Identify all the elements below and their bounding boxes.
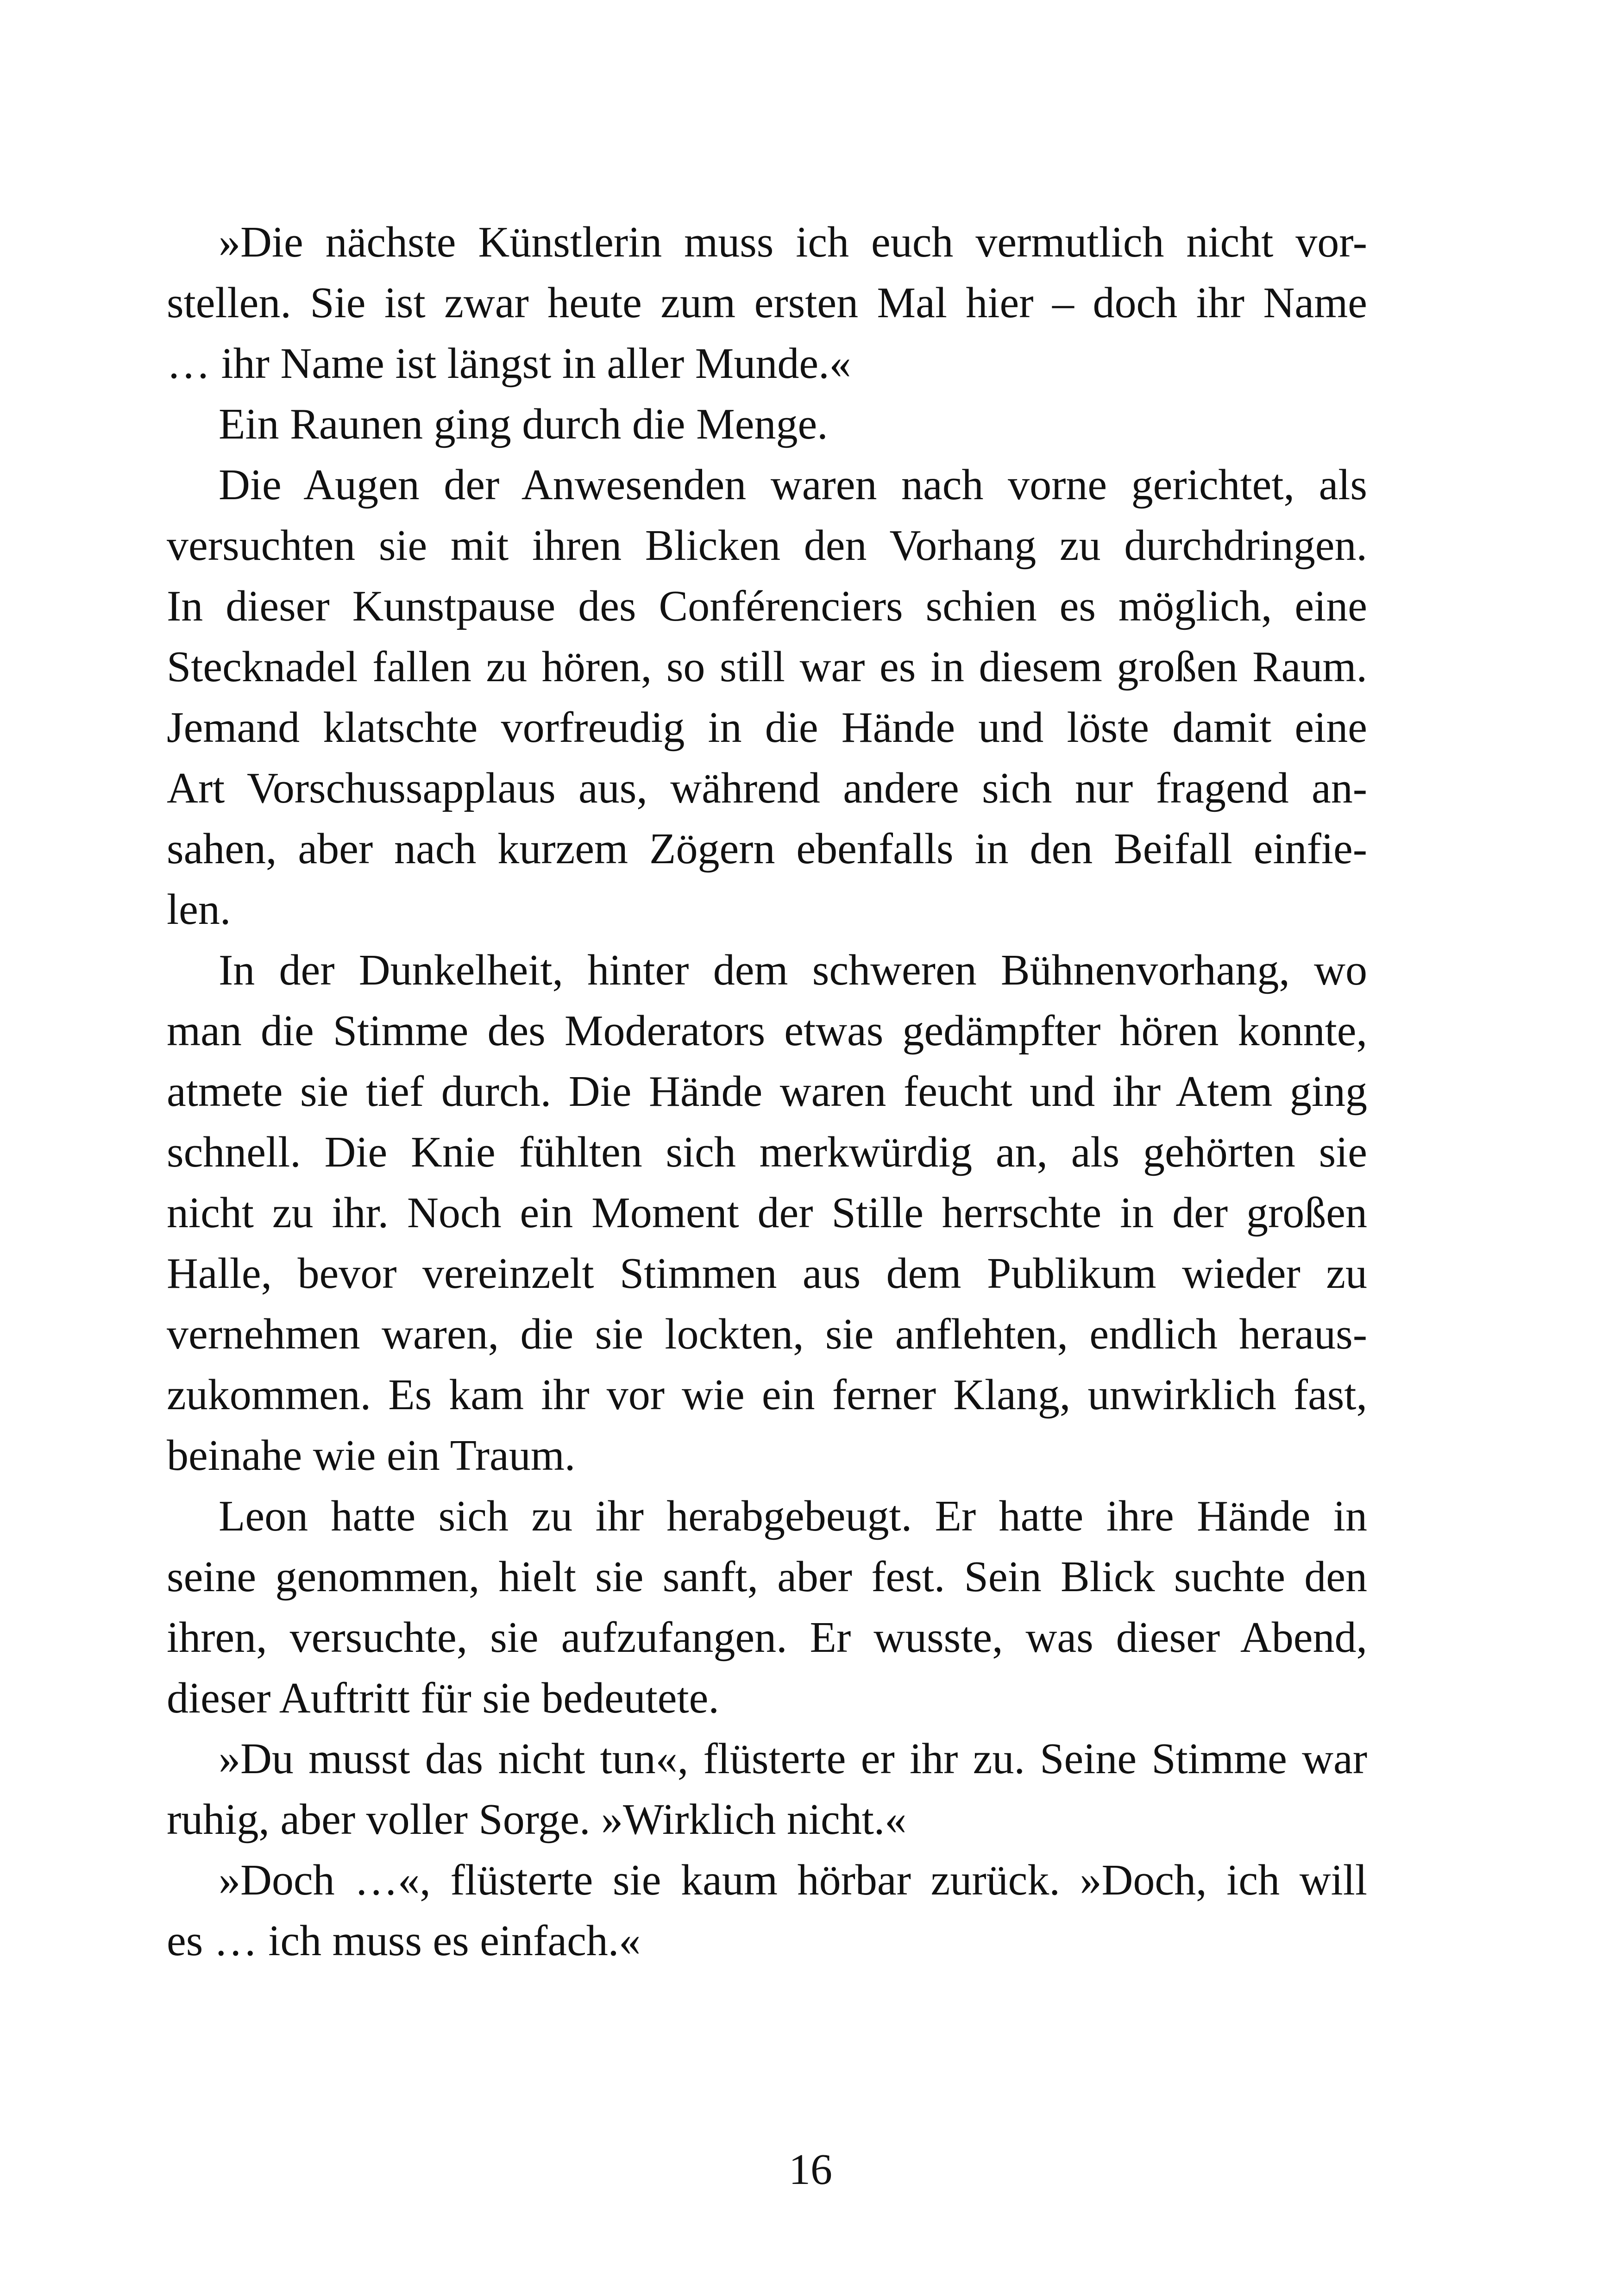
text-line: vernehmen waren, die sie lockten, sie anflehten, endlich heraus- xyxy=(167,1310,1367,1358)
paragraph xyxy=(167,394,1367,455)
text-line: Leon hatte sich zu ihr herabgebeugt. Er hatte ihre Hände in xyxy=(219,1492,1367,1540)
paragraph xyxy=(167,1729,1367,1850)
text-line: »Die nächste Künstlerin muss ich euch vermutlich nicht vor- xyxy=(219,218,1367,266)
text-line: Die Augen der Anwesenden waren nach vorne gerichtet, als xyxy=(219,461,1367,509)
paragraph xyxy=(167,1850,1367,1971)
body-text xyxy=(167,212,1367,1971)
text-line: ihren, versuchte, sie aufzufangen. Er wusste, was dieser Abend, xyxy=(167,1613,1367,1662)
text-line: … ihr Name ist längst in aller Munde.« xyxy=(167,339,851,388)
text-line: es … ich muss es einfach.« xyxy=(167,1917,641,1965)
text-line: Halle, bevor vereinzelt Stimmen aus dem Publikum wieder zu xyxy=(167,1249,1367,1298)
text-line: zukommen. Es kam ihr vor wie ein ferner Klang, unwirklich fast, xyxy=(167,1371,1367,1419)
text-line: schnell. Die Knie fühlten sich merkwürdig an, als gehörten sie xyxy=(167,1128,1367,1176)
paragraph xyxy=(167,940,1367,1486)
text-line: In dieser Kunstpause des Conférenciers schien es möglich, eine xyxy=(167,582,1367,630)
paragraph xyxy=(167,1486,1367,1729)
page-number: 16 xyxy=(789,2145,832,2194)
text-line: »Doch …«, flüsterte sie kaum hörbar zurück. »Doch, ich will xyxy=(219,1856,1367,1904)
text-line: Ein Raunen ging durch die Menge. xyxy=(219,400,828,448)
text-line: Jemand klatschte vorfreudig in die Hände und löste damit eine xyxy=(167,703,1367,752)
paragraph xyxy=(167,455,1367,940)
text-line: len. xyxy=(167,885,231,934)
text-line: »Du musst das nicht tun«, flüsterte er ihr zu. Seine Stimme war xyxy=(219,1735,1367,1783)
text-line: Stecknadel fallen zu hören, so still war es in diesem großen Raum. xyxy=(167,643,1367,691)
text-line: man die Stimme des Moderators etwas gedämpfter hören konnte, xyxy=(167,1007,1367,1055)
text-line: stellen. Sie ist zwar heute zum ersten Mal hier – doch ihr Name xyxy=(167,279,1367,327)
text-line: nicht zu ihr. Noch ein Moment der Stille herrschte in der großen xyxy=(167,1189,1367,1237)
text-line: seine genommen, hielt sie sanft, aber fest. Sein Blick suchte den xyxy=(167,1553,1367,1601)
text-line: dieser Auftritt für sie bedeutete. xyxy=(167,1674,719,1722)
text-line: In der Dunkelheit, hinter dem schweren Bühnenvorhang, wo xyxy=(219,946,1367,994)
text-line: Art Vorschussapplaus aus, während andere sich nur fragend an- xyxy=(167,764,1367,812)
text-line: sahen, aber nach kurzem Zögern ebenfalls in den Beifall einfie- xyxy=(167,825,1367,873)
text-line: beinahe wie ein Traum. xyxy=(167,1431,576,1480)
paragraph xyxy=(167,212,1367,394)
text-line: atmete sie tief durch. Die Hände waren feucht und ihr Atem ging xyxy=(167,1067,1367,1116)
text-line: ruhig, aber voller Sorge. »Wirklich nicht.« xyxy=(167,1795,907,1844)
text-line: versuchten sie mit ihren Blicken den Vorhang zu durchdringen. xyxy=(167,521,1367,570)
